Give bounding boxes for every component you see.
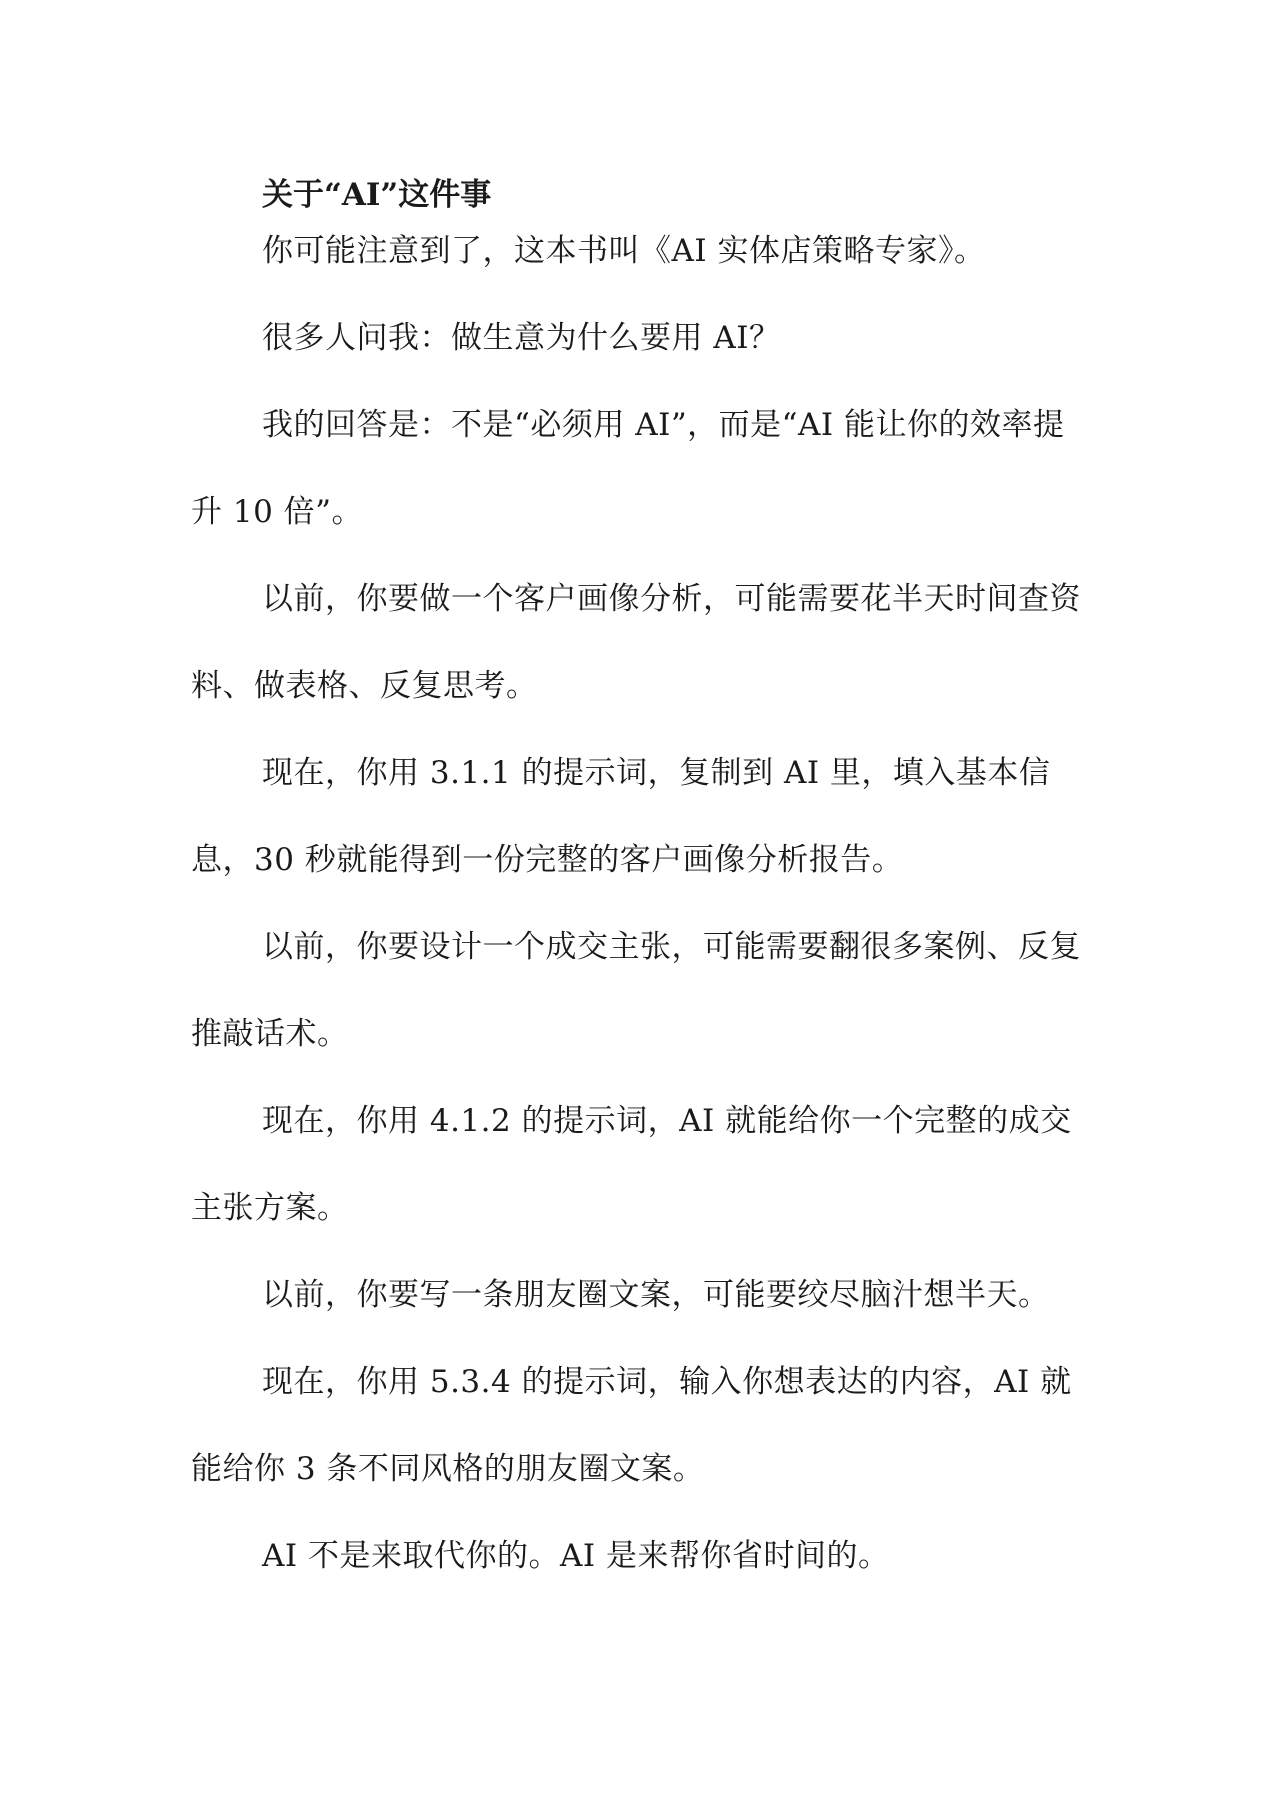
paragraph-conclusion: AI 不是来取代你的。AI 是来帮你省时间的。 xyxy=(262,1538,890,1574)
paragraph-book-title: 你可能注意到了，这本书叫《AI 实体店策略专家》。 xyxy=(262,233,986,269)
paragraph-before-moments: 以前，你要写一条朋友圈文案，可能要绞尽脑汁想半天。 xyxy=(262,1277,1050,1313)
paragraph-now-offer: 现在，你用 4.1.2 的提示词，AI 就能给你一个完整的成交主张方案。 xyxy=(191,1103,1072,1226)
paragraph-question: 很多人问我：做生意为什么要用 AI？ xyxy=(262,320,781,356)
paragraph-answer: 我的回答是：不是“必须用 AI”，而是“AI 能让你的效率提升 10 倍”。 xyxy=(191,407,1065,530)
paragraph-before-profile: 以前，你要做一个客户画像分析，可能需要花半天时间查资料、做表格、反复思考。 xyxy=(191,581,1081,704)
section-heading: 关于“AI”这件事 xyxy=(262,177,492,213)
paragraph-before-offer: 以前，你要设计一个成交主张，可能需要翻很多案例、反复推敲话术。 xyxy=(191,929,1081,1052)
paragraph-now-profile: 现在，你用 3.1.1 的提示词，复制到 AI 里，填入基本信息，30 秒就能得到一份完整的客户画像分析报告。 xyxy=(191,755,1051,878)
paragraph-now-moments: 现在，你用 5.3.4 的提示词，输入你想表达的内容，AI 就能给你 3 条不同风格的朋友圈文案。 xyxy=(191,1364,1072,1487)
